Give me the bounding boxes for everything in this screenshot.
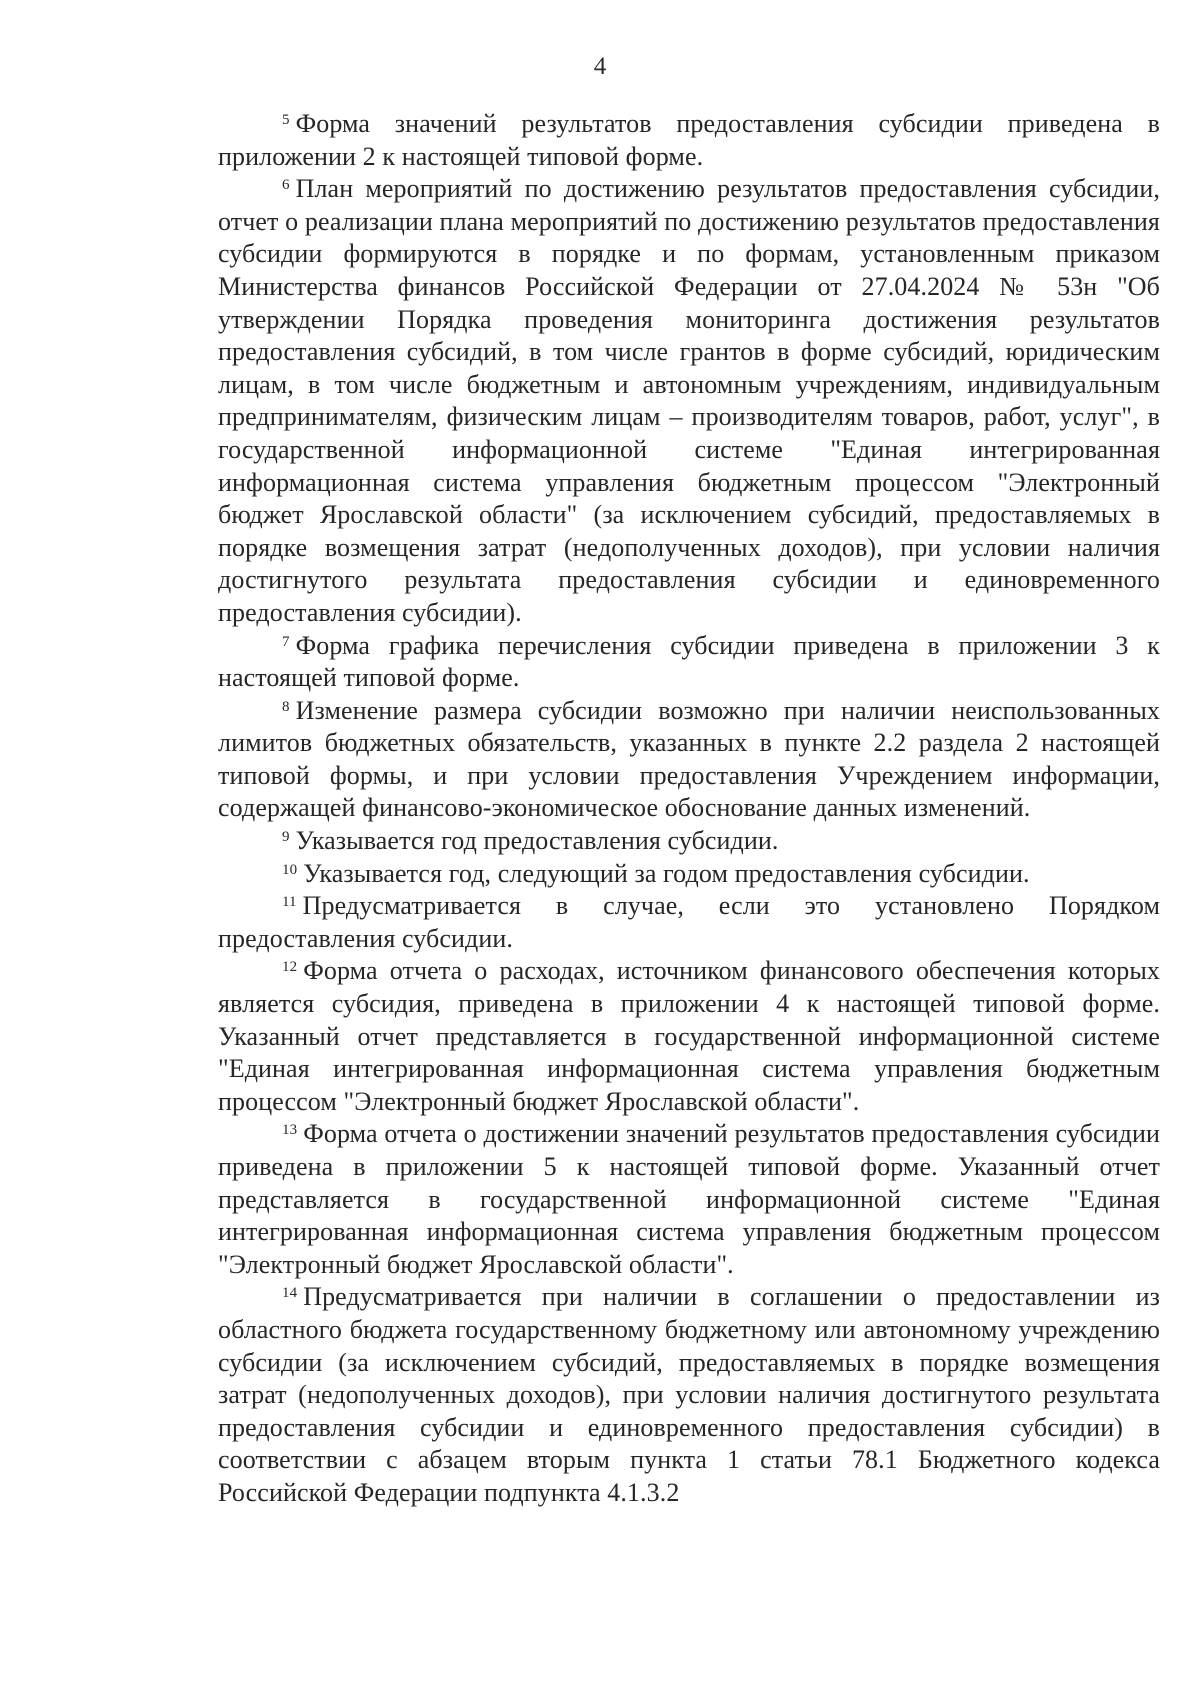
footnote-marker: 14	[282, 1285, 298, 1302]
footnote-13	[218, 1118, 1160, 1281]
footnote-text: Указывается год, следующий за годом предоставления субсидии.	[303, 858, 1030, 888]
footnote-text: Форма отчета о расходах, источником финансового обеспечения которых является субсидия, приведена в приложении 4 к настоящей типовой форме. Указанный отчет представляется в государственной информационной системе "Единая интегрированная информационная система управления бюджетным процессом "Электронный бюджет Ярославской области".	[218, 956, 1160, 1116]
footnote-marker: 6	[282, 177, 290, 194]
footnote-text: Предусматривается в случае, если это установлено Порядком предоставления субсидии.	[218, 891, 1160, 953]
footnote-12	[218, 955, 1160, 1118]
footnote-9	[218, 825, 1160, 858]
footnote-marker: 7	[282, 633, 290, 650]
footnote-marker: 10	[282, 861, 298, 878]
footnote-7	[218, 630, 1160, 695]
footnote-marker: 13	[282, 1122, 298, 1139]
footnote-text: Форма значений результатов предоставления субсидии приведена в приложении 2 к настоящей типовой форме.	[218, 109, 1160, 171]
footnote-14	[218, 1281, 1160, 1509]
footnote-text: Изменение размера субсидии возможно при наличии неиспользованных лимитов бюджетных обязательств, указанных в пункте 2.2 раздела 2 настоящей типовой формы, и при условии предоставления Учреждением информации, содержащей финансово-экономическое обоснование данных изменений.	[218, 695, 1160, 823]
footnotes-section	[218, 108, 1160, 1510]
footnote-marker: 9	[282, 829, 290, 846]
footnote-5	[218, 108, 1160, 173]
footnote-6	[218, 173, 1160, 629]
footnote-11	[218, 890, 1160, 955]
footnote-marker: 5	[282, 112, 290, 128]
footnote-8	[218, 695, 1160, 825]
footnote-marker: 8	[282, 698, 290, 715]
footnote-text: План мероприятий по достижению результатов предоставления субсидии, отчет о реализации плана мероприятий по достижению результатов предоставления субсидии формируются в порядке и по формам, установленным приказом Министерства финансов Российской Федерации от 27.04.2024 № 53н "Об утверждении Порядка проведения мониторинга достижения результатов предоставления субсидий, в том числе грантов в форме субсидий, юридическим лицам, в том числе бюджетным и автономным учреждениям, индивидуальным предпринимателям, физическим лицам – производителям товаров, работ, услуг", в государственной информационной системе "Единая интегрированная информационная система управления бюджетным процессом "Электронный бюджет Ярославской области" (за исключением субсидий, предоставляемых в порядке возмещения затрат (недополученных доходов), при условии наличия достигнутого результата предоставления субсидии и единовременного предоставления субсидии).	[218, 174, 1160, 627]
footnote-text: Предусматривается при наличии в соглашении о предоставлении из областного бюджета государственному бюджетному или автономному учреждению субсидии (за исключением субсидий, предоставляемых в порядке возмещения затрат (недополученных доходов), при условии наличия достигнутого результата предоставления субсидии и единовременного предоставления субсидии) в соответствии с абзацем вторым пункта 1 статьи 78.1 Бюджетного кодекса Российской Федерации подпункта 4.1.3.2	[218, 1282, 1160, 1507]
footnote-marker: 11	[282, 894, 297, 911]
footnote-marker: 12	[282, 959, 298, 976]
page-number: 4	[593, 53, 607, 80]
footnote-10	[218, 858, 1160, 891]
footnote-text: Указывается год предоставления субсидии.	[295, 826, 779, 856]
footnote-text: Форма графика перечисления субсидии приведена в приложении 3 к настоящей типовой форме.	[218, 630, 1160, 693]
footnote-text: Форма отчета о достижении значений результатов предоставления субсидии приведена в приложении 5 к настоящей типовой форме. Указанный отчет представляется в государственной информационной системе "Единая интегрированная информационная система управления бюджетным процессом "Электронный бюджет Ярославской области".	[218, 1119, 1160, 1279]
